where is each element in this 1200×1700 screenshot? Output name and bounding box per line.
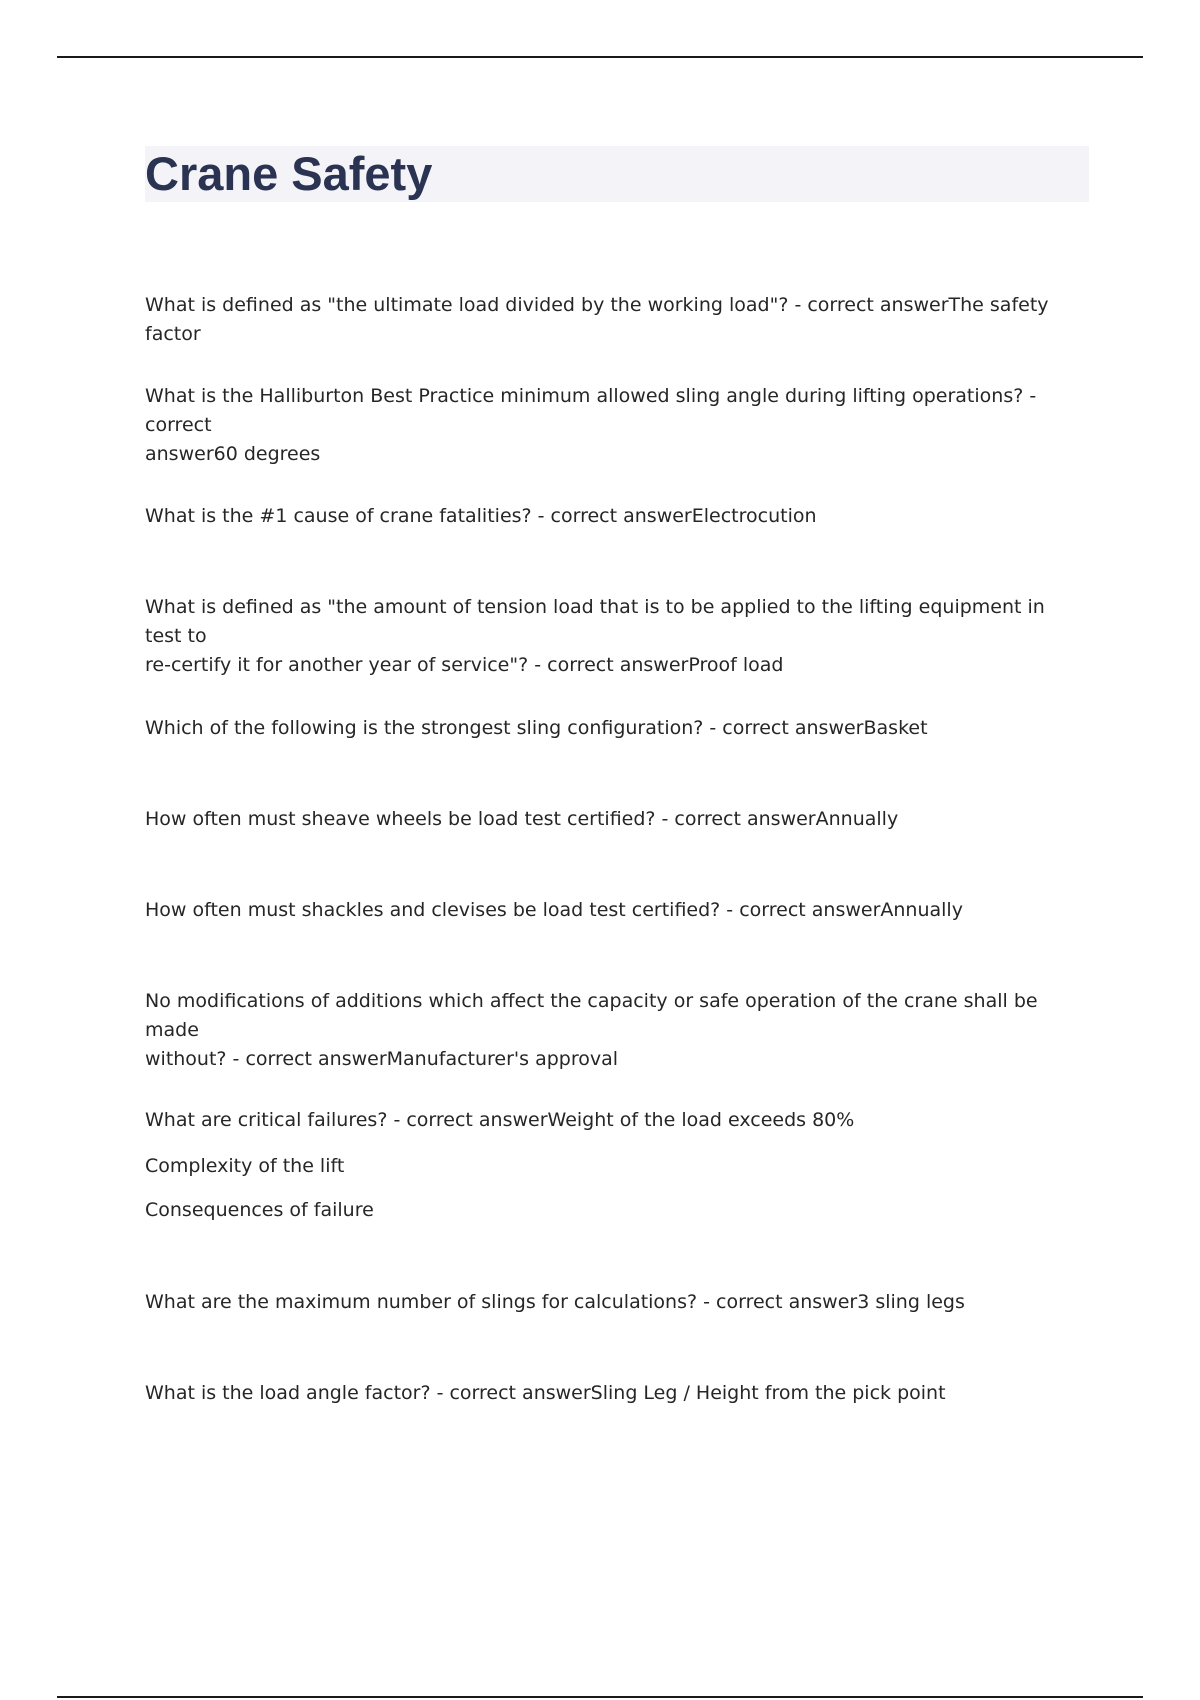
qa-line: No modifications of additions which affect the capacity or safe operation of the crane shall be made — [145, 990, 1038, 1041]
qa-item-5 — [145, 714, 1085, 743]
qa-item-6 — [145, 805, 1085, 834]
footer-rule — [57, 1696, 1143, 1698]
qa-item-10 — [145, 1288, 1085, 1317]
qa-line: What is defined as "the ultimate load divided by the working load"? - correct answerThe safety factor — [145, 294, 1049, 345]
qa-item-11 — [145, 1379, 1085, 1408]
qa-line: What is defined as "the amount of tension load that is to be applied to the lifting equipment in test to — [145, 596, 1045, 647]
qa-line: What are critical failures? - correct answerWeight of the load exceeds 80% — [145, 1109, 855, 1131]
qa-item-1 — [145, 291, 1085, 349]
qa-item-8 — [145, 987, 1085, 1074]
qa-line: What is the #1 cause of crane fatalities? - correct answerElectrocution — [145, 505, 817, 527]
qa-line: answer60 degrees — [145, 443, 321, 465]
qa-line: Which of the following is the strongest sling configuration? - correct answerBasket — [145, 717, 928, 739]
qa-line: How often must sheave wheels be load test certified? - correct answerAnnually — [145, 808, 899, 830]
qa-answer-continuation: Consequences of failure — [145, 1199, 374, 1221]
qa-line: What is the Halliburton Best Practice minimum allowed sling angle during lifting operations? - correct — [145, 385, 1037, 436]
header-rule — [57, 56, 1143, 58]
qa-answer-continuation: Complexity of the lift — [145, 1155, 345, 1177]
qa-item-2 — [145, 382, 1085, 469]
qa-line: re-certify it for another year of service"? - correct answerProof load — [145, 654, 784, 676]
qa-line: without? - correct answerManufacturer's approval — [145, 1048, 619, 1070]
qa-line: How often must shackles and clevises be load test certified? - correct answerAnnually — [145, 899, 963, 921]
page-title: Crane Safety — [145, 147, 433, 200]
qa-item-7 — [145, 896, 1085, 925]
qa-item-3 — [145, 502, 1085, 531]
qa-item-9 — [145, 1106, 1085, 1225]
qa-line: What is the load angle factor? - correct answerSling Leg / Height from the pick point — [145, 1382, 946, 1404]
qa-item-4 — [145, 593, 1085, 680]
qa-line: What are the maximum number of slings for calculations? - correct answer3 sling legs — [145, 1291, 965, 1313]
